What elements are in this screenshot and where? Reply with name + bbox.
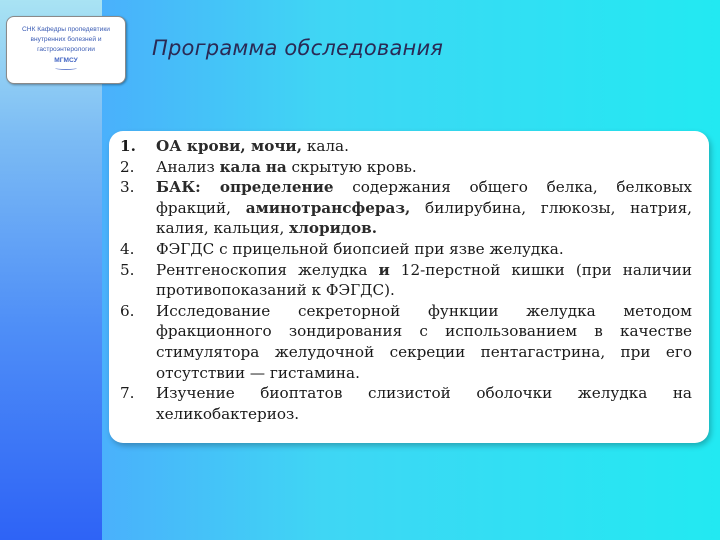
- item-text-part: 12-перстной кишки (при наличии противопоказаний к ФЭГДС).: [156, 260, 693, 300]
- item-text-part: Рентгеноскопия желудка: [156, 260, 379, 279]
- item-text: [156, 301, 692, 383]
- item-highlight: хлоридов.: [289, 219, 378, 238]
- list-item: [120, 239, 692, 260]
- item-text: [156, 177, 692, 239]
- item-number: 3.: [120, 178, 135, 197]
- item-text-part: билирубина, глюкозы, натрия, калия, кальция,: [156, 198, 692, 238]
- item-text: [156, 383, 692, 424]
- item-number: 7.: [120, 384, 135, 403]
- item-text-part: Анализ: [156, 157, 220, 176]
- list-item: [120, 136, 692, 157]
- item-highlight: аминотрансфераз,: [245, 198, 411, 217]
- item-number: 5.: [120, 260, 135, 279]
- list-item: [120, 177, 692, 239]
- item-text-part: ФЭГДС с прицельной биопсией при язве желудка.: [156, 239, 564, 258]
- item-text-part: содержания общего белка, белковых фракций,: [156, 178, 692, 217]
- list-item: [120, 383, 692, 424]
- item-number: 6.: [120, 301, 135, 320]
- item-number: 4.: [120, 239, 135, 258]
- item-number: 2.: [120, 157, 135, 176]
- item-text-part: Исследование секреторной функции желудка методом фракционного зондирования с использованием в качестве стимулятора желудочной секреции пентагастрина, при его отсутствии — гистамина.: [156, 301, 692, 382]
- item-highlight: на: [265, 157, 287, 176]
- item-text-part: кала.: [302, 137, 349, 155]
- item-text-part: Изучение биоптатов слизистой оболочки желудка на хеликобактериоз.: [156, 384, 692, 423]
- slide-title: Программа обследования: [152, 36, 444, 60]
- list-item: [120, 301, 692, 383]
- item-text: [156, 239, 692, 260]
- list-item: [120, 260, 692, 301]
- item-number: 1.: [120, 137, 136, 155]
- item-text: [156, 260, 692, 301]
- item-text: [156, 136, 692, 157]
- item-highlight: и: [378, 260, 390, 279]
- item-highlight: ОА крови, мочи,: [156, 137, 302, 155]
- item-text: [156, 157, 692, 178]
- list-item: [120, 157, 692, 178]
- item-highlight: кала: [219, 157, 261, 176]
- department-logo-box: [6, 16, 126, 84]
- examination-list: [120, 136, 692, 424]
- university-name: МГМСУ: [54, 57, 78, 64]
- item-text-part: скрытую кровь.: [286, 157, 417, 176]
- item-highlight: БАК: определение: [156, 178, 334, 197]
- department-name: СНК Кафедры пропедевтики внутренних болезней и гастроэнтерологии: [22, 26, 110, 53]
- university-underline-decoration: [55, 66, 77, 70]
